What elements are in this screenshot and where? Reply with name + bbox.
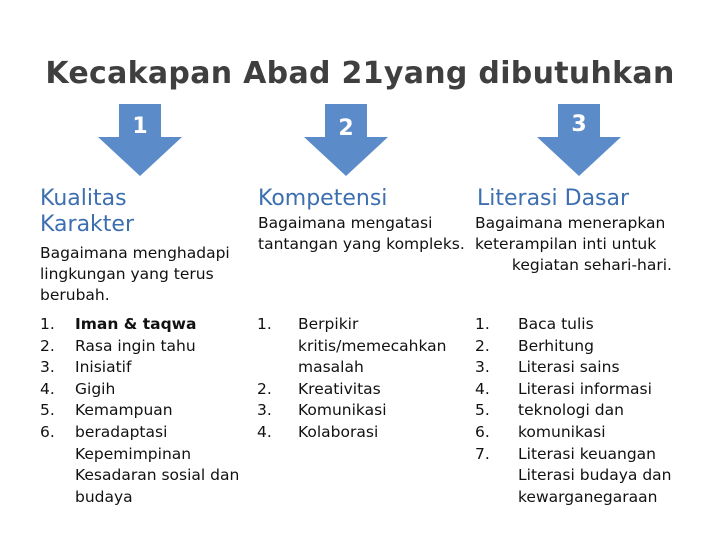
list-item: masalah [298, 358, 364, 377]
arrow-number: 3 [571, 112, 587, 137]
item-list [75, 314, 239, 508]
list-item: Baca tulis [518, 315, 594, 333]
arrow-2 [304, 104, 388, 176]
item-list [298, 314, 446, 444]
column-description: Bagaimana menghadapi lingkungan yang terus berubah. [40, 244, 230, 304]
list-item: Inisiatif [75, 358, 132, 377]
list-item: teknologi dan [518, 401, 624, 420]
arrow-3 [537, 104, 621, 176]
list-item: kewarganegaraan [518, 487, 658, 506]
list-item: Rasa ingin tahu [75, 336, 196, 355]
arrow-1 [98, 104, 182, 176]
list-item: budaya [75, 487, 133, 506]
column-heading-literasi-dasar: Literasi Dasar [477, 186, 630, 211]
list-item: Kreativitas [298, 379, 381, 398]
list-item: kritis/memecahkan [298, 336, 447, 355]
list-item: Iman & taqwa [75, 315, 197, 333]
list-item: beradaptasi [75, 422, 168, 441]
list-item: Berhitung [518, 336, 594, 355]
list-item: Gigih [75, 379, 116, 398]
item-numbers: 1. 2. 3. 4. 5. 6. [40, 315, 55, 441]
list-item: Literasi budaya dan [518, 466, 672, 485]
column-description: Bagaimana mengatasi tantangan yang kompleks. [258, 214, 465, 253]
list-item: Kepemimpinan [75, 444, 192, 463]
column-description: Bagaimana menerapkan keterampilan inti untuk kegiatan sehari-hari. [475, 214, 672, 274]
arrow-number: 2 [338, 116, 354, 141]
list-item: Kesadaran sosial dan [75, 466, 240, 485]
item-list [518, 314, 672, 508]
list-item: komunikasi [518, 422, 606, 441]
list-item: Kolaborasi [298, 422, 379, 441]
item-numbers: 1. 2. 3. 4. [257, 315, 272, 441]
arrow-number: 1 [132, 114, 148, 139]
list-item: Komunikasi [298, 401, 387, 420]
column-heading-kualitas-karakter: Kualitas Karakter [40, 186, 134, 237]
column-heading-kompetensi: Kompetensi [258, 186, 388, 211]
item-numbers: 1. 2. 3. 4. 5. 6. 7. [475, 315, 490, 463]
list-item: Literasi sains [518, 358, 620, 377]
list-item: Kemampuan [75, 401, 173, 420]
list-item: Literasi keuangan [518, 444, 657, 463]
list-item: Berpikir [298, 315, 359, 333]
page-title: Kecakapan Abad 21yang dibutuhkan [45, 56, 675, 91]
list-item: Literasi informasi [518, 379, 652, 398]
